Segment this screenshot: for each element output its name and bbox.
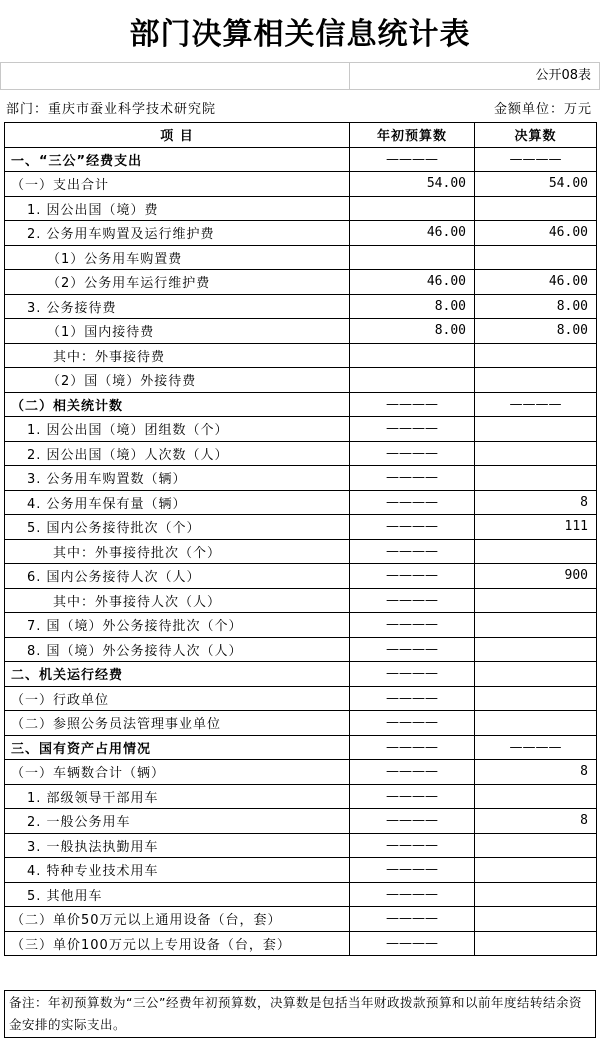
final-cell: 8.00 [475, 319, 597, 344]
row-label: 3. 公务接待费 [5, 294, 350, 319]
row-label: （一）支出合计 [5, 172, 350, 197]
final-cell: ———— [475, 147, 597, 172]
final-cell [475, 662, 597, 687]
budget-cell: ———— [350, 686, 475, 711]
budget-cell: ———— [350, 858, 475, 883]
table-row [5, 809, 597, 834]
row-label: 3. 一般执法执勤用车 [5, 833, 350, 858]
row-label: 2. 公务用车购置及运行维护费 [5, 221, 350, 246]
table-row [5, 760, 597, 785]
header-budget: 年初预算数 [350, 123, 475, 148]
budget-cell: ———— [350, 662, 475, 687]
table-header-row [5, 123, 597, 148]
final-cell [475, 833, 597, 858]
final-cell: 8.00 [475, 294, 597, 319]
table-row [5, 564, 597, 589]
final-cell [475, 417, 597, 442]
table-row [5, 294, 597, 319]
form-code-blank-cell [0, 62, 349, 90]
table-row [5, 147, 597, 172]
final-cell: ———— [475, 735, 597, 760]
final-cell: 8 [475, 809, 597, 834]
table-row [5, 613, 597, 638]
row-label: 2. 因公出国（境）人次数（人） [5, 441, 350, 466]
budget-cell: ———— [350, 466, 475, 491]
table-row [5, 907, 597, 932]
budget-cell: 8.00 [350, 294, 475, 319]
budget-cell: ———— [350, 490, 475, 515]
form-code-row [0, 62, 600, 90]
row-label: 其中：外事接待费 [5, 343, 350, 368]
table-row [5, 221, 597, 246]
table-row [5, 319, 597, 344]
row-label: 1. 因公出国（境）团组数（个） [5, 417, 350, 442]
final-cell [475, 686, 597, 711]
row-label: 7. 国（境）外公务接待批次（个） [5, 613, 350, 638]
table-row [5, 368, 597, 393]
row-label: 4. 公务用车保有量（辆） [5, 490, 350, 515]
budget-cell [350, 245, 475, 270]
budget-cell [350, 196, 475, 221]
table-row [5, 343, 597, 368]
table-row [5, 784, 597, 809]
table-row [5, 686, 597, 711]
budget-cell: ———— [350, 833, 475, 858]
department-label: 部门：重庆市蚕业科学技术研究院 [6, 102, 217, 117]
header-item: 项 目 [5, 123, 350, 148]
budget-cell: 46.00 [350, 221, 475, 246]
table-row [5, 270, 597, 295]
table-row [5, 711, 597, 736]
row-label: 5. 其他用车 [5, 882, 350, 907]
row-label: 其中：外事接待批次（个） [5, 539, 350, 564]
final-cell [475, 784, 597, 809]
budget-cell: ———— [350, 417, 475, 442]
table-row [5, 539, 597, 564]
budget-cell: ———— [350, 931, 475, 956]
row-label: 4. 特种专业技术用车 [5, 858, 350, 883]
row-label: 2. 一般公务用车 [5, 809, 350, 834]
table-row [5, 637, 597, 662]
row-label: （1）国内接待费 [5, 319, 350, 344]
budget-cell: ———— [350, 613, 475, 638]
table-row [5, 662, 597, 687]
form-code: 公开08表 [349, 62, 600, 90]
budget-cell: ———— [350, 784, 475, 809]
final-cell [475, 588, 597, 613]
final-cell [475, 466, 597, 491]
final-cell: 111 [475, 515, 597, 540]
table-row [5, 466, 597, 491]
budget-cell: 8.00 [350, 319, 475, 344]
budget-cell: ———— [350, 441, 475, 466]
final-cell: 900 [475, 564, 597, 589]
budget-cell: ———— [350, 711, 475, 736]
final-cell [475, 907, 597, 932]
budget-cell: ———— [350, 147, 475, 172]
table-row [5, 417, 597, 442]
final-cell [475, 613, 597, 638]
budget-cell: ———— [350, 588, 475, 613]
budget-cell: ———— [350, 564, 475, 589]
row-label: 3. 公务用车购置数（辆） [5, 466, 350, 491]
final-cell [475, 441, 597, 466]
row-label: 1. 部级领导干部用车 [5, 784, 350, 809]
final-cell [475, 196, 597, 221]
header-final: 决算数 [475, 123, 597, 148]
page-title: 部门决算相关信息统计表 [129, 17, 471, 52]
final-cell: 54.00 [475, 172, 597, 197]
row-label: （2）公务用车运行维护费 [5, 270, 350, 295]
table-row [5, 515, 597, 540]
table-row [5, 196, 597, 221]
final-cell: 46.00 [475, 270, 597, 295]
table-row [5, 172, 597, 197]
final-cell: 46.00 [475, 221, 597, 246]
statistics-table [4, 122, 597, 956]
final-cell [475, 858, 597, 883]
row-label: （三）单价100万元以上专用设备（台，套） [5, 931, 350, 956]
unit-row [0, 90, 600, 122]
row-label: （二）相关统计数 [5, 392, 350, 417]
final-cell [475, 343, 597, 368]
final-cell [475, 539, 597, 564]
row-label: 其中：外事接待人次（人） [5, 588, 350, 613]
row-label: 6. 国内公务接待人次（人） [5, 564, 350, 589]
table-row [5, 490, 597, 515]
budget-cell [350, 343, 475, 368]
row-label: （一）行政单位 [5, 686, 350, 711]
footnote: 备注：年初预算数为“三公”经费年初预算数，决算数是包括当年财政拨款预算和以前年度结转结余资金安排的实际支出。 [4, 990, 596, 1038]
final-cell: 8 [475, 760, 597, 785]
row-label: 三、国有资产占用情况 [5, 735, 350, 760]
row-label: （二）参照公务员法管理事业单位 [5, 711, 350, 736]
row-label: （2）国（境）外接待费 [5, 368, 350, 393]
table-row [5, 392, 597, 417]
row-label: （1）公务用车购置费 [5, 245, 350, 270]
budget-cell: ———— [350, 907, 475, 932]
budget-cell: ———— [350, 392, 475, 417]
table-row [5, 931, 597, 956]
final-cell [475, 711, 597, 736]
budget-cell: ———— [350, 735, 475, 760]
table-row [5, 882, 597, 907]
final-cell [475, 882, 597, 907]
row-label: （二）单价50万元以上通用设备（台，套） [5, 907, 350, 932]
table-row [5, 858, 597, 883]
budget-cell: ———— [350, 809, 475, 834]
table-row [5, 245, 597, 270]
final-cell [475, 931, 597, 956]
final-cell [475, 368, 597, 393]
final-cell [475, 245, 597, 270]
budget-cell: ———— [350, 539, 475, 564]
budget-cell [350, 368, 475, 393]
budget-cell: 54.00 [350, 172, 475, 197]
final-cell [475, 637, 597, 662]
final-cell: 8 [475, 490, 597, 515]
budget-cell: ———— [350, 760, 475, 785]
budget-cell: 46.00 [350, 270, 475, 295]
row-label: 8. 国（境）外公务接待人次（人） [5, 637, 350, 662]
budget-cell: ———— [350, 882, 475, 907]
budget-cell: ———— [350, 637, 475, 662]
budget-cell: ———— [350, 515, 475, 540]
row-label: 5. 国内公务接待批次（个） [5, 515, 350, 540]
table-row [5, 833, 597, 858]
unit-label: 金额单位：万元 [493, 102, 592, 117]
row-label: 二、机关运行经费 [5, 662, 350, 687]
table-row [5, 588, 597, 613]
row-label: 1. 因公出国（境）费 [5, 196, 350, 221]
row-label: 一、“三公”经费支出 [5, 147, 350, 172]
table-row [5, 441, 597, 466]
final-cell: ———— [475, 392, 597, 417]
table-row [5, 735, 597, 760]
row-label: （一）车辆数合计（辆） [5, 760, 350, 785]
